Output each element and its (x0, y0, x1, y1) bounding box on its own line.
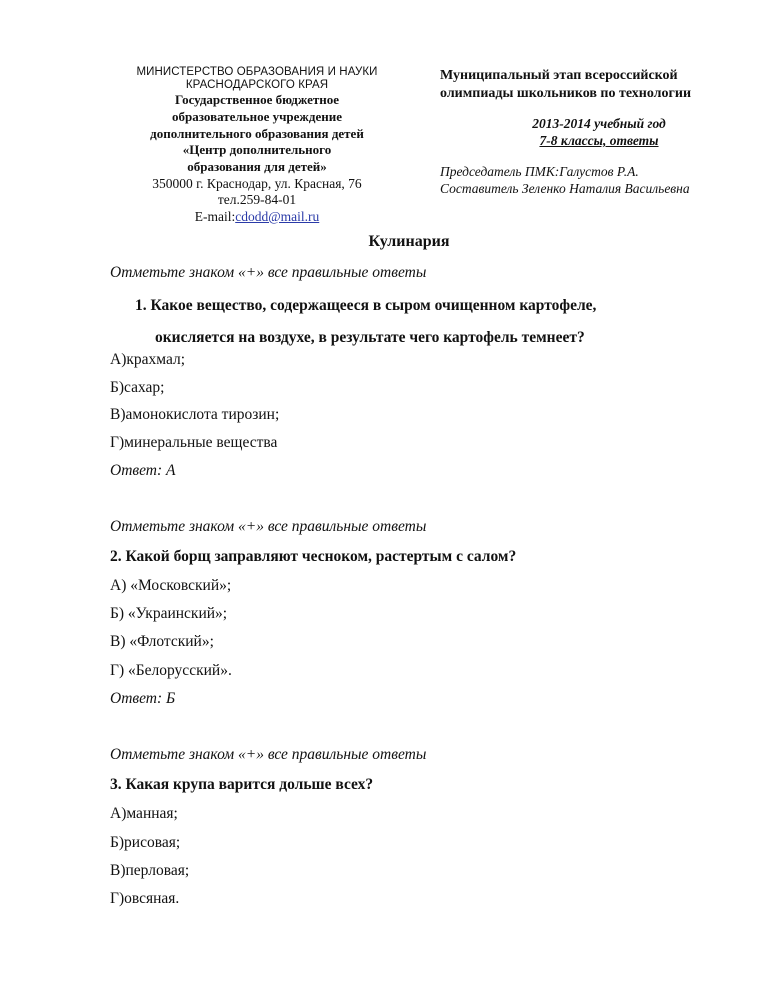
institution-line: Государственное бюджетное (174, 91, 340, 107)
q2-option-d: Г) «Белорусский». (110, 662, 232, 679)
institution-line: дополнительного образования детей (150, 125, 364, 141)
q1-instruction: Отметьте знаком «+» все правильные ответы (110, 264, 427, 281)
q3-instruction: Отметьте знаком «+» все правильные ответы (110, 746, 427, 763)
year-block (440, 116, 758, 150)
q2-option-b: Б) «Украинский»; (110, 605, 228, 622)
q3-option-c: В)перловая; (110, 862, 190, 879)
people-block (440, 164, 758, 198)
q2-answer: Ответ: Б (110, 690, 176, 707)
q1-number: 1. (135, 297, 147, 314)
institution-line: образования для детей» (187, 159, 327, 175)
q1-answer: Ответ: А (110, 462, 176, 479)
olympiad-header (440, 67, 758, 198)
q1-option-a: А)крахмал; (110, 351, 186, 368)
compiler: Составитель Зеленко Наталия Васильевна (440, 180, 690, 196)
chairman: Председатель ПМК:Галустов Р.А. (440, 163, 639, 179)
school-year: 2013-2014 учебный год (532, 116, 666, 131)
email-label: E-mail: (194, 208, 236, 224)
stage-line-2: олимпиады школьников по технологии (440, 85, 692, 101)
q1-option-b: Б)сахар; (110, 379, 165, 396)
institution-line: «Центр дополнительного (182, 142, 332, 158)
email-link[interactable]: cdodd@mail.ru (235, 208, 320, 224)
q1-text-line-1: Какое вещество, содержащееся в сыром очищенном картофеле, (150, 297, 597, 314)
q1-option-d: Г)минеральные вещества (110, 434, 278, 451)
q3-option-b: Б)рисовая; (110, 834, 181, 851)
q1-option-c: В)амонокислота тирозин; (110, 406, 280, 423)
ministry-line-2: КРАСНОДАРСКОГО КРАЯ (185, 78, 329, 91)
q2-option-a: А) «Московский»; (110, 577, 232, 594)
q1-text-line-2: окисляется на воздухе, в результате чего картофель темнеет? (155, 329, 585, 346)
institution-header (118, 66, 396, 225)
institution-line: образовательное учреждение (172, 108, 342, 124)
grades: 7-8 классы, ответы (539, 132, 659, 148)
q2-text: 2. Какой борщ заправляют чесноком, растертым с салом? (110, 548, 517, 565)
stage-line-1: Муниципальный этап всероссийской (440, 68, 678, 83)
q2-instruction: Отметьте знаком «+» все правильные ответы (110, 518, 427, 535)
q3-text: 3. Какая крупа варится дольше всех? (110, 776, 374, 793)
q3-option-d: Г)овсяная. (110, 890, 180, 907)
address: 350000 г. Краснодар, ул. Красная, 76 (152, 176, 362, 192)
page-title: Кулинария (368, 233, 450, 250)
email-line (118, 209, 396, 225)
ministry-line-1: МИНИСТЕРСТВО ОБРАЗОВАНИЯ И НАУКИ (136, 66, 378, 78)
q2-option-c: В) «Флотский»; (110, 633, 214, 650)
q1-text (135, 290, 660, 354)
phone: тел.259-84-01 (217, 192, 297, 208)
q3-option-a: А)манная; (110, 805, 178, 822)
